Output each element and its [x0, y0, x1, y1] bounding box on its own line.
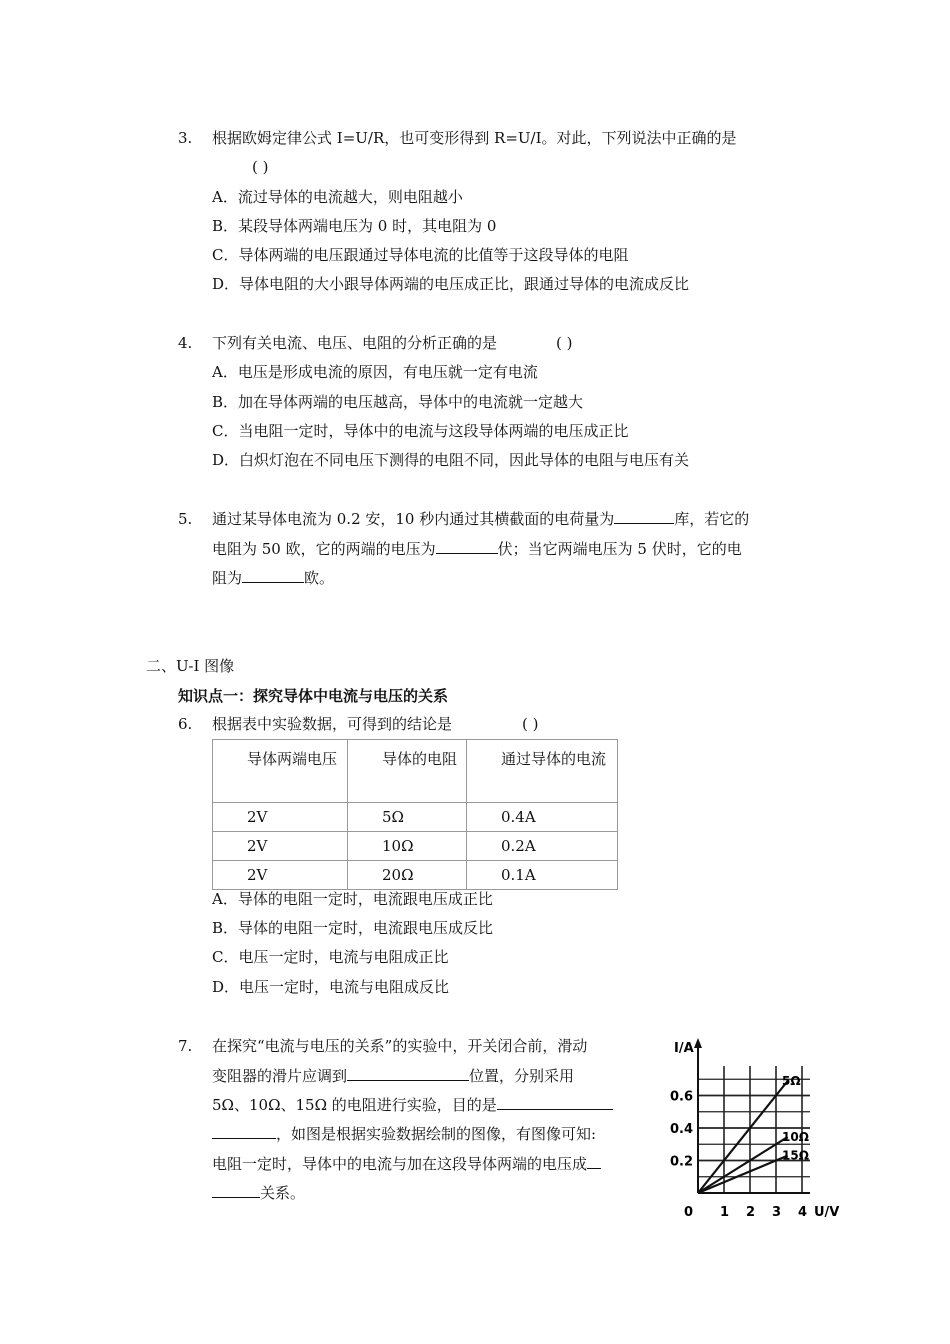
table-row: [213, 861, 618, 890]
q7-line-2: [212, 1066, 574, 1086]
q5-blank-charge[interactable]: [614, 509, 674, 524]
q4-option-a: A．电压是形成电流的原因，有电压就一定有电流: [212, 363, 538, 381]
cell-current: 0.1A: [467, 861, 618, 890]
q5-line2-text-a: 电阻为 50 欧，它的两端的电压为: [212, 540, 436, 558]
q3-answer-paren: ( ): [252, 158, 269, 176]
q5-line2-text-b: 伏；当它两端电压为 5 伏时，它的电: [497, 540, 742, 558]
q6-option-b: B．导体的电阻一定时，电流跟电压成反比: [212, 919, 494, 937]
q4-option-d: D．白炽灯泡在不同电压下测得的电阻不同，因此导体的电阻与电压有关: [212, 451, 690, 469]
cell-resistance: 5Ω: [348, 803, 467, 832]
q6-answer-paren: ( ): [522, 715, 539, 733]
q4-stem: 下列有关电流、电压、电阻的分析正确的是: [212, 334, 498, 352]
q6-data-table: [212, 739, 618, 890]
q7-line-3: [212, 1095, 613, 1115]
q5-line-3: [212, 568, 334, 588]
x-tick-label: 3: [772, 1205, 782, 1220]
q4-number: 4.: [178, 334, 193, 352]
q3-option-a: A．流过导体的电流越大，则电阻越小: [212, 188, 463, 206]
cell-current: 0.2A: [467, 832, 618, 861]
knowledge-point-1: 知识点一：探究导体中电流与电压的关系: [178, 687, 449, 705]
q3-option-d: D．导体电阻的大小跟导体两端的电压成正比，跟通过导体的电流成反比: [212, 275, 690, 293]
table-row: [213, 803, 618, 832]
q7-line3-text-a: 5Ω、10Ω、15Ω 的电阻进行实验，目的是: [212, 1096, 497, 1114]
q7-line-6: [212, 1183, 305, 1203]
series-line-1: [698, 1137, 788, 1193]
q7-line6-text-b: 关系。: [260, 1184, 306, 1202]
section-2-title: 二、U-I 图像: [146, 657, 235, 675]
q7-line-4: [212, 1124, 596, 1144]
q7-number: 7.: [178, 1037, 193, 1055]
q6-stem: 根据表中实验数据，可得到的结论是: [212, 715, 453, 733]
q5-line-2: [212, 539, 742, 559]
q7-line4-text-b: ，如图是根据实验数据绘制的图像，有图像可知:: [276, 1125, 597, 1143]
header-current: 通过导体的电流: [467, 740, 618, 803]
cell-current: 0.4A: [467, 803, 618, 832]
x-tick-label: 4: [798, 1205, 808, 1220]
q3-number: 3.: [178, 129, 193, 147]
q5-line3-text-a: 阻为: [212, 569, 243, 587]
q5-line-1: [212, 509, 749, 529]
x-tick-label: 2: [746, 1205, 756, 1220]
table-row: [213, 832, 618, 861]
x-tick-label: 1: [720, 1205, 730, 1220]
series-label-0: 5Ω: [782, 1073, 801, 1088]
q5-line3-text-b: 欧。: [304, 569, 335, 587]
y-tick-label: 0.2: [670, 1154, 694, 1170]
q4-answer-paren: ( ): [556, 334, 573, 352]
q6-option-c: C．电压一定时，电流与电阻成正比: [212, 948, 449, 966]
q7-blank-relation-cont[interactable]: [212, 1183, 260, 1198]
q5-blank-voltage[interactable]: [436, 539, 498, 554]
q3-option-b: B．某段导体两端电压为 0 时，其电阻为 0: [212, 217, 497, 235]
q7-line5-text-a: 电阻一定时，导体中的电流与加在这段导体两端的电压成: [212, 1155, 588, 1173]
y-tick-label: 0.6: [670, 1089, 694, 1105]
y-tick-label: 0.4: [670, 1122, 694, 1137]
cell-resistance: 10Ω: [348, 832, 467, 861]
q7-line-1: 在探究“电流与电压的关系”的实验中，开关闭合前，滑动: [212, 1037, 588, 1055]
cell-voltage: 2V: [213, 803, 348, 832]
q7-line2-text-a: 变阻器的滑片应调到: [212, 1067, 348, 1085]
q4-option-b: B．加在导体两端的电压越高，导体中的电流就一定越大: [212, 393, 584, 411]
q6-number: 6.: [178, 715, 193, 733]
cell-voltage: 2V: [213, 861, 348, 890]
q3-option-c: C．导体两端的电压跟通过导体电流的比值等于这段导体的电阻: [212, 246, 629, 264]
q3-stem: 根据欧姆定律公式 I=U/R，也可变形得到 R=U/I。对此，下列说法中正确的是: [212, 129, 737, 147]
q7-line2-text-b: 位置，分别采用: [469, 1067, 575, 1085]
q4-option-c: C．当电阻一定时，导体中的电流与这段导体两端的电压成正比: [212, 422, 629, 440]
q7-blank-relation[interactable]: [587, 1154, 601, 1169]
q6-option-a: A．导体的电阻一定时，电流跟电压成正比: [212, 890, 493, 908]
q5-blank-resistance[interactable]: [242, 568, 304, 583]
q6-option-d: D．电压一定时，电流与电阻成反比: [212, 978, 450, 996]
cell-resistance: 20Ω: [348, 861, 467, 890]
q5-line1-text-a: 通过某导体电流为 0.2 安，10 秒内通过其横截面的电荷量为: [212, 510, 615, 528]
ui-graph: [662, 1036, 852, 1226]
series-label-1: 10Ω: [782, 1129, 809, 1144]
q7-blank-purpose-cont[interactable]: [212, 1124, 276, 1139]
series-label-2: 15Ω: [782, 1148, 809, 1163]
x-axis-label: U/V: [814, 1205, 840, 1220]
q7-blank-purpose[interactable]: [497, 1095, 613, 1110]
y-axis-label: I/A: [674, 1041, 694, 1056]
y-axis-arrow-icon: [694, 1038, 702, 1048]
header-voltage: 导体两端电压: [213, 740, 348, 803]
q7-line-5: [212, 1154, 601, 1174]
q5-number: 5.: [178, 510, 193, 528]
table-header-row: [213, 740, 618, 803]
x-tick-label: 0: [684, 1205, 694, 1220]
header-resistance: 导体的电阻: [348, 740, 467, 803]
q5-line1-text-b: 库，若它的: [674, 510, 750, 528]
q7-blank-slider-position[interactable]: [347, 1066, 469, 1081]
cell-voltage: 2V: [213, 832, 348, 861]
